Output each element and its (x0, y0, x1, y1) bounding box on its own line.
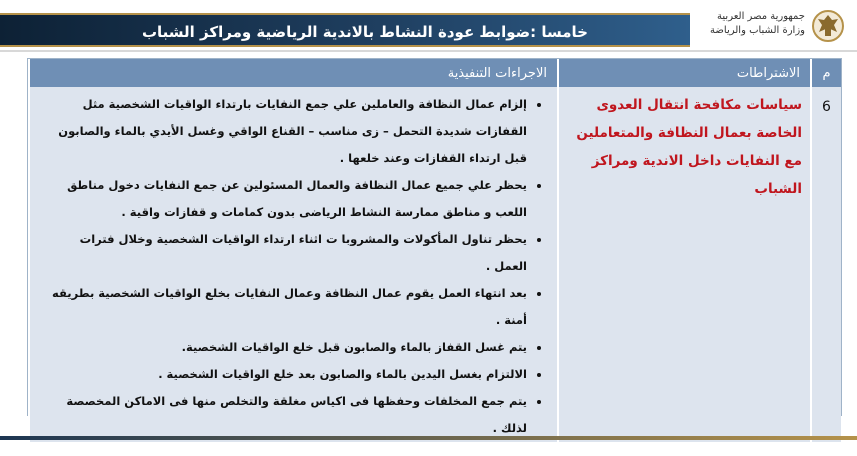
top-header (0, 0, 857, 52)
list-item: • يتم غسل القفاز بالماء والصابون قبل خلع الواقيات الشخصية. (44, 334, 527, 361)
row-number: 6 (811, 87, 841, 442)
title-band (0, 13, 690, 47)
eagle-emblem-icon (811, 8, 845, 44)
footer-divider (0, 436, 857, 440)
procedures-cell (29, 87, 558, 442)
ministry-line-1: جمهورية مصر العربية (717, 11, 805, 22)
list-item: • يحظر علي جميع عمال النظافة والعمال المسئولين عن جمع النفايات دخول مناطق اللعب و مناطق ممارسة النشاط الرياضى بدون كمامات و قفازات واقية . (44, 172, 527, 226)
list-item: • يحظر تناول المأكولات والمشروبا ت اثناء ارتداء الواقيات الشخصية وخلال فترات العمل . (44, 226, 527, 280)
table-row (29, 87, 841, 442)
header-procedures: الاجراءات التنفيذية (29, 59, 558, 87)
procedures-list (44, 91, 543, 442)
list-item: • بعد انتهاء العمل يقوم عمال النظافة وعمال النفايات بخلع الواقيات الشخصية بطريقه أمنة . (44, 280, 527, 334)
list-item: • إلزام عمال النظافة والعاملين علي جمع النفايات بارتداء الواقيات الشخصية مثل القفازات شديدة التحمل – زى مناسب – القناع الواقي وغسل الأيدي بالماء والصابون قبل ارتداء القفازات وعند خلعها . (44, 91, 527, 172)
ministry-line-2: وزارة الشباب والرياضة (710, 25, 805, 36)
table-header-row (29, 59, 841, 87)
list-item: • الالتزام بغسل اليدين بالماء والصابون بعد خلع الواقيات الشخصية . (44, 361, 527, 388)
condition-text: سياسات مكافحة انتقال العدوى الخاصة بعمال النظافة والمتعاملين مع النفايات داخل الاندية ومراكز الشباب (558, 87, 811, 442)
header-num: م (811, 59, 841, 87)
conditions-table (27, 58, 842, 435)
page-title: خامسا :ضوابط عودة النشاط بالاندية الرياضية ومراكز الشباب (141, 23, 588, 41)
header-conditions: الاشتراطات (558, 59, 811, 87)
list-item: • يتم جمع المخلفات وحفظها فى اكياس مغلقة والتخلص منها فى الاماكن المخصصة لذلك . (44, 388, 527, 442)
ministry-name (655, 10, 805, 38)
